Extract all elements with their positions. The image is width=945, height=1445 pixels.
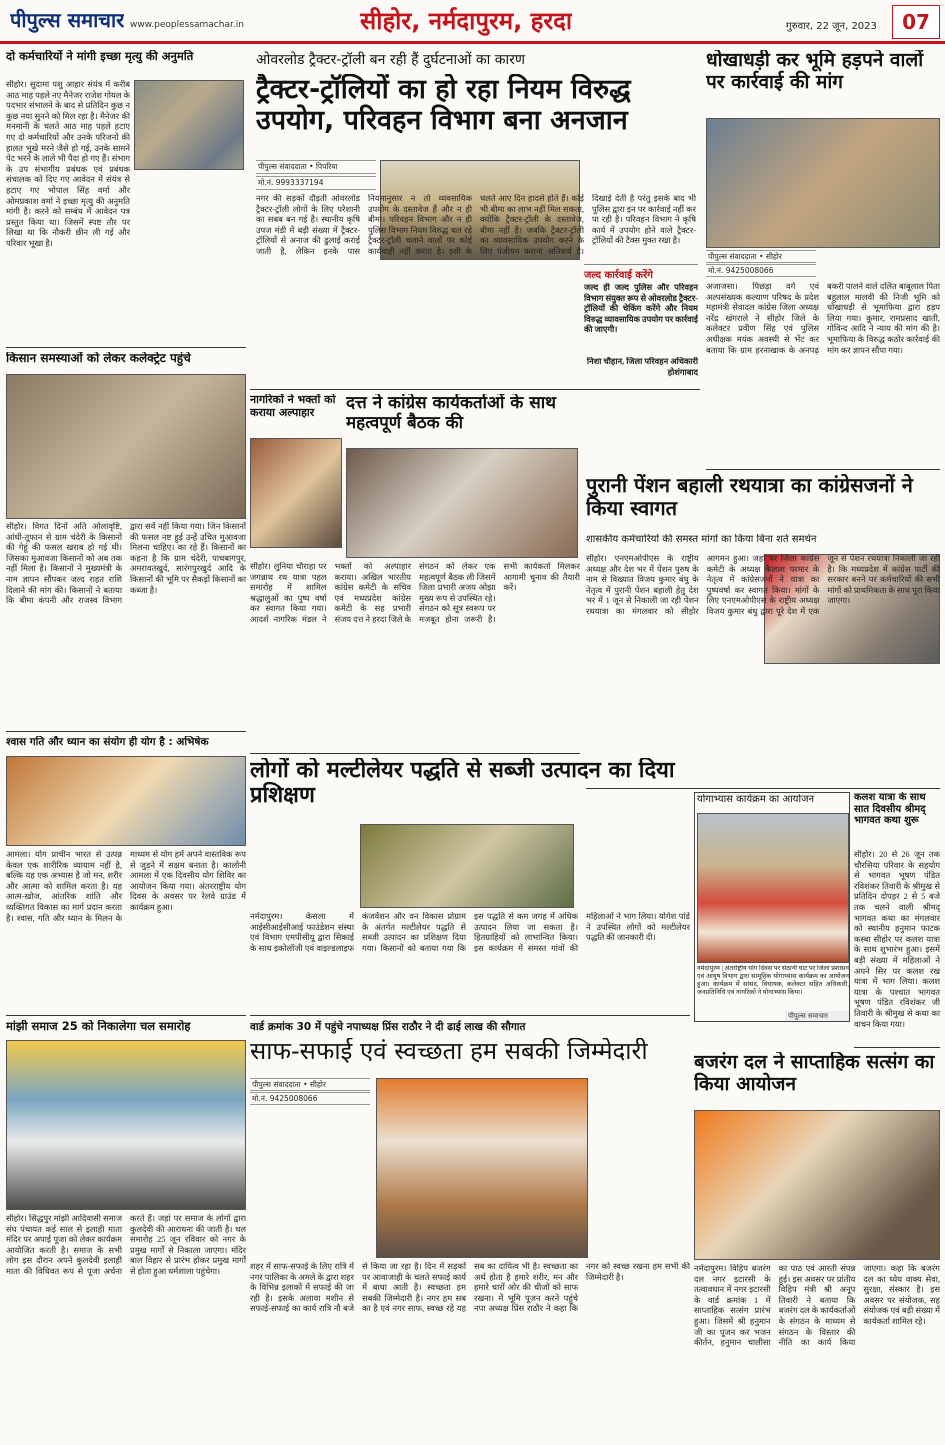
kicker: ओवरलोड ट्रैक्टर-ट्रॉली बन रही हैं दुर्घटनाओं का कारण [256, 52, 525, 68]
story-body: नगर की सड़कों दौड़ती ओवरलोड ट्रैक्टर-ट्रॉली लोगों के लिए परेशानी का सबब बन गई है। स्थानीय कृषि उपज मंडी में बड़ी संख्या में ट्रैक्टर-ट्रॉलियों से अनाज की ढुलाई कराई जाती है, लेकिन इनके पास नियमानुसार न तो व्यवसायिक उपयोग के दस्तावेज हैं और न ही बीमा। परिवहन विभाग और न ही पुलिस विभाग नियम विरुद्ध चल रहे ट्रैक्टर-ट्रॉली चलाने वालों पर कोई कार्यवाही नहीं करता है। इसी के चलते आए दिन हादसे होते हैं। कोई भी बीमा का लाभ नहीं मिल सकता, क्योंकि ट्रैक्टर-ट्रॉली के दस्तावेज, बीमा नहीं है। जबकि ट्रैक्टर-ट्रॉली का व्यावसायिक उपयोग करने के लिए पंजीयन कराना अनिवार्य है। दिखाई देती है परंतु इसके बाद भी पुलिस द्वारा इन पर कार्रवाई नहीं कर पा रही है। परिवहन विभाग ने कृषि कार्य में उपयोग होने वाले ट्रैक्टर-ट्रॉलियों की टैक्स मुक्त रखा है। [256, 194, 696, 256]
story-body: सीहोर। एनएमओपीएस के राष्ट्रीय अध्यक्ष और देश भर में पेंशन पुरुष के नाम से विख्यात विजय कुमार बंधु के नेतृत्व में पुरानी पेंशन बहाली हेतु देश भर में 1 जून से निकाली जा रही पेंशन रथयात्रा का मंगलवार को सीहोर आगमन हुआ। जहां पर जिला कांग्रेस कमेटी के अध्यक्ष कैलाश परमार के नेतृत्व में कांग्रेसजनों ने यात्रा का पुष्पवर्षा कर स्वागत किया। मांगों के लिए एनएमओपीएस के राष्ट्रीय अध्यक्ष विजय कुमार बंधु द्वारा पूरे देश में एक जून से पेंशन रथयात्रा निकाली जा रही है। कि मध्यप्रदेश में कांग्रेस पार्टी की सरकार बनने पर कर्मचारियों की सभी मांगों को प्राथमिकता के साथ पूरा किया जाएगा। [586, 554, 940, 616]
headline: लोगों को मल्टीलेयर पद्धति से सब्जी उत्पादन का दिया प्रशिक्षण [250, 758, 675, 809]
website-url[interactable]: www.peoplessamachar.in [130, 20, 244, 30]
story-euthanasia [6, 50, 246, 348]
story-bajrang [694, 1052, 940, 1440]
photo-training [360, 824, 574, 908]
story-body: आमला। योग प्राचीन भारत से उत्पन्न केवल एक शारीरिक व्यायाम नहीं है, बल्कि यह एक अभ्यास है जो मन, शरीर और आत्मा को शामिल करता है। यह आत्म-खोज, आंतरिक शांति और व्यक्तिगत विकास का मार्ग प्रदान करता है। श्वास, गति और ध्यान के मिलन के माध्यम से योग हमें अपने वास्तविक रूप से जुड़ने में सक्षम बनाता है। कालोनी आमला में एक दिवसीय योग शिविर का आयोजन किया गया। अंतरराष्ट्रीय योग दिवस के अवसर पर रेलवे ग्राउंड में कार्यक्रम हुआ। [6, 850, 246, 923]
headline: दो कर्मचारियों ने मांगी इच्छा मृत्यु की अनुमति [6, 50, 194, 63]
headline: बजरंग दल ने साप्ताहिक सत्संग का किया आयोजन [694, 1052, 935, 1095]
story-pension [586, 474, 940, 789]
photo-credit: पीपुल्स समाचार [785, 1011, 849, 1021]
headline: श्वास गति और ध्यान का संयोग ही योग है : अभिषेक [6, 736, 209, 748]
kicker: नागरिकों ने भक्तों को कराया अल्पाहार [250, 394, 336, 419]
story-body: सीहोर। लुनिया चौराहा पर जगन्नाथ रथ यात्रा पहल समारोह में शामिल श्रद्धालुओं का पुष्प वर्षा कर स्वागत किया गया। आदर्श नागरिक मंडल ने भक्तों को अल्पाहार कराया। अखिल भारतीय कांग्रेस कमेटी के सचिव एवं मध्यप्रदेश कांग्रेस कमेटी के सह प्रभारी संजय दत्त ने हरदा जिले के संगठन को लेकर एक महत्वपूर्ण बैठक ली जिसमें जिला प्रभारी अजय ओझा मुख्य रूप से उपस्थित रहे। संगठन को सूत्र स्वरूप पर मजबूत होना जरूरी है। सभी कार्यकर्ता मिलकर आगामी चुनाव की तैयारी करें। [250, 562, 580, 624]
photo-samaj [6, 1040, 246, 1210]
story-body: नर्मदापुरम। विहिप बजरंग दल नगर इटारसी के तत्वावधान में नगर इटारसी के वार्ड क्रमांक 1 में साप्ताहिक सत्संग प्रारंभ हुआ। जिसमें श्री हनुमान जी का पूजन कर भजन कीर्तन, हनुमान चालीसा का पाठ एवं आरती संपन्न हुई। इस अवसर पर प्रांतीय विहिप मंत्री श्री अनूप तिवारी ने बताया कि बजरंग दल के कार्यकर्ताओं के संगठन के माध्यम से संगठन के विस्तार की नीति का कार्य किया जाएगा। कहा कि बजरंग दल का ध्येय वाक्य सेवा, सुरक्षा, संस्कार है। इस अवसर पर संयोजक, सह संयोजक एवं बड़ी संख्या में कार्यकर्ता शामिल रहे। [694, 1264, 940, 1348]
headline: कलश यात्रा के साथ सात दिवसीय श्रीमद् भागवत कथा शुरू [854, 792, 926, 826]
story-body: सीहोर। विगत दिनों अति ओलावृष्टि, आंधी-तूफान से ग्राम चंदेरी के किसानों की गेहूं की फसल खराब हो गई थी। जिसका मुआवजा किसानों को अब तक नहीं मिला है। किसानों ने मुख्यमंत्री के नाम ज्ञापन सौंपकर जल्द राहत राशि दिलाने की मांग की। किसानों ने बताया कि बीमा कंपनी और राजस्व विभाग द्वारा सर्वे नहीं किया गया। जिन किसानों की फसल नष्ट हुई उन्हें उचित मुआवजा मिलना चाहिए। का रहे हैं। किसानों का कहना है कि ग्राम चंदेरी, पाचबागपुर, अमरावतखुर्द, सारंगपुरखुर्द आदि के किसानों की भूमि पर सैकड़ों किसानों का कब्जा है। [6, 522, 246, 606]
story-breathing-yoga [6, 736, 246, 1016]
headline: पुरानी पेंशन बहाली रथयात्रा का कांग्रेसजनों ने किया स्वागत [586, 474, 913, 520]
mobile-number: मो.नं. 9993337194 [256, 176, 376, 190]
story-body: शहर में साफ-सफाई के लिए रात्रि में नगर पालिका के अमले के द्वारा शहर के विभिन्न इलाकों में सफाई की जा रही है। इसके अलावा मशीन से सफाई-सफाई का कार्य रात्रि नौ बजे से किया जा रहा है। दिन में सड़कों पर आवाजाही के चलते सफाई कार्य में बाधा आती है। स्वच्छता हम सबकी जिम्मेदारी है। नगर हम सब का है एवं नगर साफ, स्वच्छ रहे यह सब का दायित्व भी है। स्वच्छता का अर्थ होता है हमारे शरीर, मन और हमारे चारों ओर की चीजों को साफ रखना। में भूमि पूजन करने पहुंचे नपा अध्यक्ष प्रिंस राठौर ने कहा कि नगर को स्वच्छ रखना हम सभी की जिम्मेदारी है। [250, 1262, 690, 1314]
official-name: निशा चौहान, जिला परिवहन अधिकारी होशंगाबाद [586, 357, 698, 377]
photo-yoga-camp [6, 756, 246, 846]
story-congress-meeting [250, 394, 580, 754]
headline: मांझी समाज 25 को निकालेगा चल समारोह [6, 1020, 191, 1033]
photo-petition [706, 118, 940, 248]
story-body: सीहोर। सिद्धपुर मांझी आदिवासी समाज संघ पंचायत कई साल से इलाही माता मंदिर पर अपाई पूजा को लेकर कार्यक्रम आयोजित करती है। समाज के सभी लोग इस दौरान अपने कुलदेवी इलाही माता की विधिवत रूप से पूजा अर्चना करते हैं। जहां पर समाज के लोगों द्वारा कुलदेवी की आराधना की जाती है। चल समारोह 25 जून रविवार को नगर के प्रमुख मार्गों से निकाला जाएगा। मंदिर बाल विहार से प्रारंभ होकर प्रमुख मार्गों से होता हुआ धर्मशाला पहुंचेगा। [6, 1214, 246, 1276]
story-body: नर्मदापुरम। केसला में आईसीआईसीआई फाउंडेशन संस्था एवं विभाग एमपीसीयू द्वारा सिकाई के साथ इकोलॉजी एवं वाइल्डलाइफ कंजर्वेशन और वन विकास प्रोग्राम के अंतर्गत मल्टीलेयर पद्धति से सब्जी उत्पादन का प्रशिक्षण दिया गया। किसानों को बताया गया कि इस पद्धति से कम जगह में अधिक उत्पादन लिया जा सकता है। हितग्राहियों को लाभान्वित किया। इस कार्यक्रम में समस्त गांवों की महिलाओं ने भाग लिया। योगेश पांडे ने उपस्थित लोगों को मल्टीलेयर पद्धति की जानकारी दी। [250, 912, 690, 953]
byline: पीपुल्स संवाददाता • सीहोर [250, 1078, 370, 1091]
caption: नर्मदापुरम | अंतर्राष्ट्रीय योग दिवस पर सेठानी घाट पर जिला प्रशासन एवं आयुष विभाग द्वारा सामूहिक योगाभ्यास कार्यक्रम का आयोजन हुआ। कार्यक्रम में सांसद, विधायक, कलेक्टर सहित अधिकारी, जनप्रतिनिधि एवं नागरिकों ने योगाभ्यास किया। [697, 965, 849, 996]
photo-satsang [694, 1110, 940, 1260]
action-body: जल्द ही जल्द पुलिस और परिवहन विभाग संयुक्त रूप से ओवरलोड ट्रैक्टर-ट्रॉलियों की चेकिंग करेंगे और नियम विरुद्ध व्यावसायिक उपयोग पर कार्रवाई की जाएगी। [584, 283, 698, 335]
masthead [0, 0, 945, 44]
photo-rath-yatra [250, 438, 342, 548]
headline: दत्त ने कांग्रेस कार्यकर्ताओं के साथ महत्वपूर्ण बैठक की [346, 394, 556, 433]
subhead: शासकीय कर्मचारियों की समस्त मांगों का किया बिना शर्त समर्थन [586, 534, 817, 545]
headline: योगाभ्यास कार्यक्रम का आयोजन [697, 794, 815, 805]
page-number: 07 [892, 5, 940, 39]
headline: किसान समस्याओं को लेकर कलेक्ट्रेट पहुंचे [6, 352, 191, 365]
headline: ट्रैक्टर-ट्रॉलियों का हो रहा नियम विरुद्ध उपयोग, परिवहन विभाग बना अनजान [256, 74, 631, 137]
headline: साफ-सफाई एवं स्वच्छता हम सबकी जिम्मेदारी [250, 1038, 648, 1065]
story-kalash [854, 792, 940, 1048]
story-cleanliness [250, 1020, 690, 1440]
byline: पीपुल्स संवाददाता • सीहोर [706, 250, 816, 263]
newspaper-logo: पीपुल्स समाचार [10, 8, 125, 32]
kicker: वार्ड क्रमांक 30 में पहुंचे नपाध्यक्ष प्रिंस राठौर ने दी ढाई लाख की सौगात [250, 1021, 526, 1033]
photo-ghat-yoga [697, 813, 849, 963]
photo-portraits [134, 80, 244, 170]
section-title: सीहोर, नर्मदापुरम, हरदा [360, 7, 573, 35]
story-tractor [250, 50, 700, 390]
story-farmers [6, 352, 246, 732]
story-manjhi [6, 1020, 246, 1440]
photo-bhoomi-pujan [376, 1078, 588, 1258]
story-multilayer [250, 758, 690, 1016]
photo-meeting [346, 448, 578, 558]
action-heading: जल्द कार्रवाई करेंगे [584, 270, 653, 281]
story-body: सीहोर। सुदामा पशु आहार संयंत्र में करीब आठ माह पहले नए मैनेजर राजेश गोयल के पदभार संभालने के बाद से प्रतिदिन कुछ न कुछ नया सुनने को मिल रहा है। मैनेजर की मनमानी के चलते आठ माह पहले हटाए गए दो कर्मचारियों और उनके परिजनों की हालत भूखे मरने जैसे हो गई, उनके सामने पेट भरने के लाले भी पैदा हो गए हैं। संभाग के उप संभागीय प्रबंधक एवं प्रबंधक संचालक को दिए गए आवेदन में संयंत्र से हटाए गए भोपाल सिंह वर्मा और ओमप्रकाश वर्मा ने इच्छा मृत्यु की अनुमति मांगी है। करने को सम्बंध में आवेदन पत्र प्रस्तुत किया था। जिसमें स्पष्ट तौर पर लिखा था कि नौकरी छीन ली गई और परिवार भूखा है। [6, 80, 130, 248]
action-box [584, 264, 698, 388]
issue-date: गुरुवार, 22 जून, 2023 [786, 21, 877, 32]
story-land [706, 50, 940, 470]
mobile-number: मो.नं. 9425008066 [706, 264, 816, 277]
story-body: सीहोर। 20 से 26 जून तक चौरसिया परिवार के सहयोग से भागवत भूषण पंडित रविशंकर तिवारी के श्रीमुख से प्रतिदिन दोपहर 2 से 5 बजे तक चलने वाली श्रीमद् भागवत कथा का मंगलवार को स्थानीय हनुमान फाटक कस्बा सीहोर पर कलश यात्रा के साथ शुभारंभ हुआ। इसमें बड़ी संख्या में महिलाओं ने अपने सिर पर कलश रख यात्रा में भाग लिया। कलश यात्रा के पश्चात भागवत भूषण पंडित रविशंकर जी तिवारी के श्रीमुख से कथा का वाचन किया गया। [854, 850, 940, 1029]
story-body: अजाजसा। पिछड़ा वर्ग एवं अल्पसंख्यक कल्याण परिषद के प्रदेश महामंत्री सेवादल कांग्रेस जिला अध्यक्ष नरेंद्र खंगराले ने सीहोर जिले के कलेक्टर प्रवीण सिंह एवं पुलिस अधीक्षक मयंक अवस्थी से भेंट कर बताया कि ग्राम हरनाखाक के अनपढ़ बकरी पालने वाले दलित बाबूलाल पिता बहुलाल मालवी की निजी भूमि को धोखाधड़ी से भूमाफिया द्वारा हड़प लिया गया। कुमार, रामप्रसाद खाती, गोविन्द आदि ने न्याय की मांग की है। भूमाफिया के विरुद्ध कठोर कार्रवाई की मांग कर ज्ञापन सौंपा गया। [706, 282, 940, 355]
story-body-continued [134, 174, 244, 344]
photo-collectorate [6, 374, 246, 519]
mobile-number: मो.नं. 9425008066 [250, 1092, 370, 1105]
story-yoga-event [694, 792, 850, 1022]
headline: धोखाधड़ी कर भूमि हड़पने वालों पर कार्रवाई की मांग [706, 50, 924, 93]
byline: पीपुल्स संवाददाता • पिपरिया [256, 160, 376, 174]
